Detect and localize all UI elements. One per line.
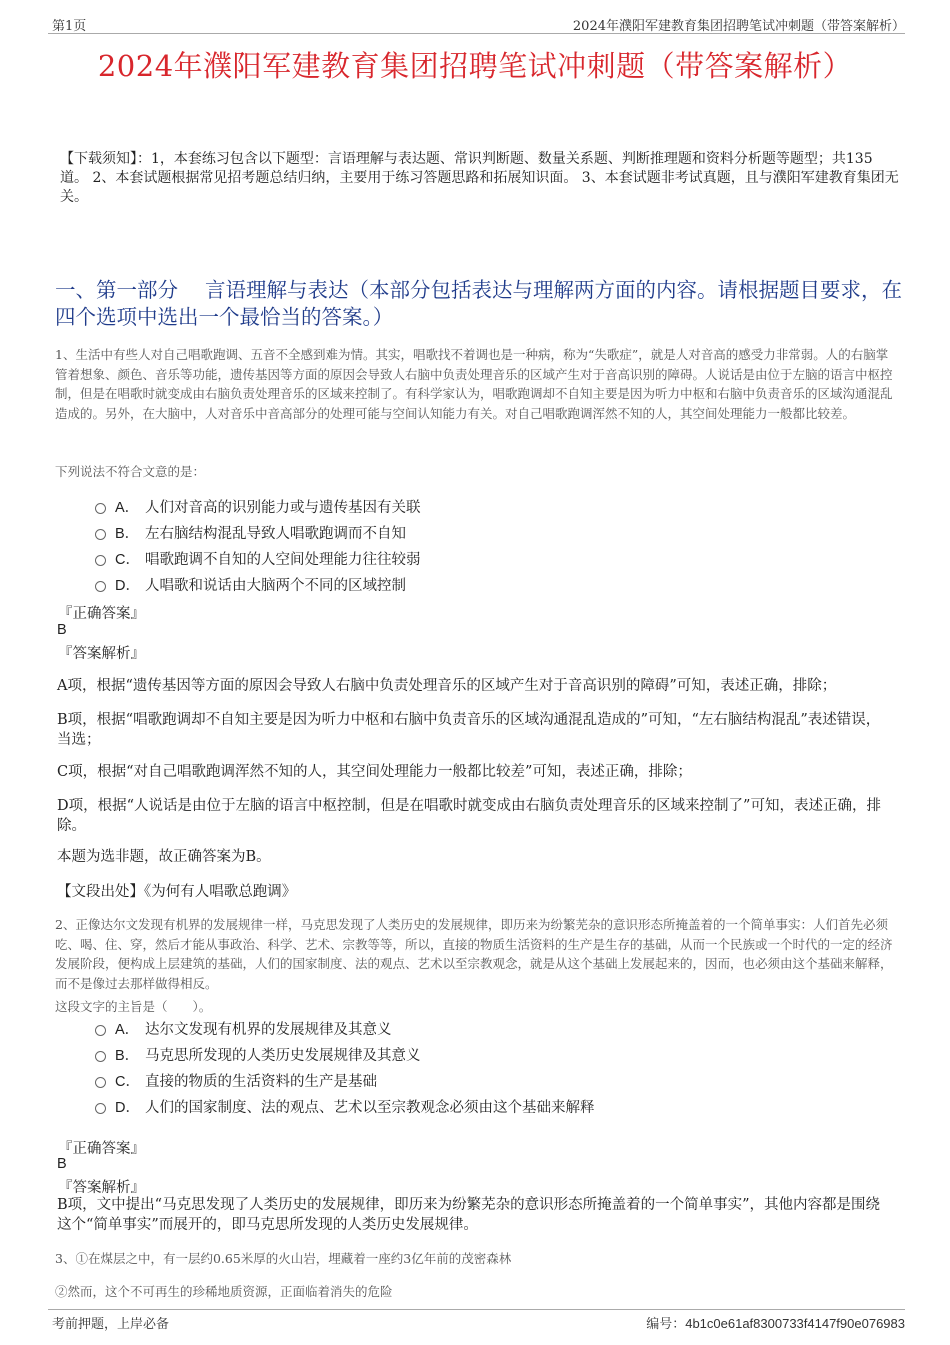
page-title: 2024年濮阳军建教育集团招聘笔试冲刺题（带答案解析）: [97, 49, 853, 83]
option-label: A．: [115, 1022, 140, 1038]
q1-source: 【文段出处】《为何有人唱歌总跑调》: [57, 884, 297, 900]
header-doc-title: 2024年濮阳军建教育集团招聘笔试冲刺题（带答案解析）: [572, 19, 905, 34]
q2-option-a[interactable]: [95, 1018, 392, 1039]
q2-option-b[interactable]: [95, 1044, 421, 1065]
q1-question: 下列说法不符合文意的是：: [55, 464, 206, 479]
radio-icon[interactable]: [95, 1051, 106, 1062]
option-text: 左右脑结构混乱导致人唱歌跑调而不自知: [145, 526, 406, 542]
q2-answer: B: [57, 1156, 67, 1172]
option-label: A．: [115, 500, 140, 516]
q2-analysis-tag: 『答案解析』: [58, 1180, 145, 1196]
footer-divider: [48, 1309, 905, 1310]
option-label: C．: [115, 552, 140, 568]
q1-analysis-b: B项，根据“唱歌跑调却不自知主要是因为听力中枢和右脑中负责音乐的区域沟通混乱造成的”可知，“左右脑结构混乱”表述错误，当选；: [57, 712, 881, 748]
q1-analysis-a: A项，根据“遗传基因等方面的原因会导致人右脑中负责处理音乐的区域产生对于音高识别的障碍”可知，表述正确，排除；: [57, 678, 837, 694]
download-notice: 【下载须知】：1，本套练习包含以下题型：言语理解与表达题、常识判断题、数量关系题、判断推理题和资料分析题等题型；共135道。 2、本套试题根据常见招考题总结归纳，主要用于练习答题思路和拓展知识面。 3、本套试题非考试真题，且与濮阳军建教育集团无关。: [60, 151, 899, 205]
radio-icon[interactable]: [95, 555, 106, 566]
option-label: C．: [115, 1074, 140, 1090]
option-label: B．: [115, 526, 140, 542]
q1-passage: 1、生活中有些人对自己唱歌跑调、五音不全感到难为情。其实，唱歌找不着调也是一种病，称为“失歌症”，就是人对音高的感受力非常弱。人的右脑掌管着想象、颜色、音乐等功能，遗传基因等方面的原因会导致人右脑中负责处理音乐的区域产生对于音高识别的障碍。人说话是由位于左脑的语言中枢控制，但是在唱歌时就变成由右脑负责处理音乐的区域来控制了。有科学家认为，唱歌跑调却不自知主要是因为听力中枢和右脑中负责音乐的区域沟通混乱造成的。另外，在大脑中，人对音乐中音高部分的处理可能与空间认知能力有关。对自己唱歌跑调浑然不知的人，其空间处理能力一般都比较差。: [55, 347, 893, 421]
q1-option-a[interactable]: [95, 496, 421, 517]
header-divider: [48, 33, 905, 34]
footer-code-label: 编号：: [646, 1317, 686, 1332]
footer-code: [646, 1313, 905, 1332]
q2-answer-tag: 『正确答案』: [58, 1141, 145, 1157]
q2-option-d[interactable]: [95, 1096, 595, 1117]
radio-icon[interactable]: [95, 1025, 106, 1036]
section-heading: 一、第一部分 言语理解与表达（本部分包括表达与理解两方面的内容。请根据题目要求，在四个选项中选出一个最恰当的答案。）: [55, 278, 903, 329]
option-label: D．: [115, 578, 140, 594]
q1-option-d[interactable]: [95, 574, 406, 595]
radio-icon[interactable]: [95, 1103, 106, 1114]
q1-analysis-d: D项，根据“人说话是由位于左脑的语言中枢控制，但是在唱歌时就变成由右脑负责处理音乐的区域来控制了”可知，表述正确，排除。: [57, 798, 881, 834]
radio-icon[interactable]: [95, 581, 106, 592]
footer-code-value: 4b1c0e61af8300733f4147f90e076983: [685, 1316, 905, 1331]
q1-option-c[interactable]: [95, 548, 421, 569]
option-text: 直接的物质的生活资料的生产是基础: [145, 1074, 377, 1090]
q2-analysis: B项，文中提出“马克思发现了人类历史的发展规律，即历来为纷繁芜杂的意识形态所掩盖着的一个简单事实”，其他内容都是围绕这个“简单事实”而展开的，即马克思所发现的人类历史发展规律。: [57, 1197, 880, 1233]
option-text: 唱歌跑调不自知的人空间处理能力往往较弱: [145, 552, 421, 568]
option-label: D．: [115, 1100, 140, 1116]
option-text: 人们的国家制度、法的观点、艺术以至宗教观念必须由这个基础来解释: [145, 1100, 595, 1116]
q1-analysis-c: C项，根据“对自己唱歌跑调浑然不知的人，其空间处理能力一般都比较差”可知，表述正确，排除；: [57, 764, 692, 780]
page-number: 第1页: [52, 19, 87, 34]
option-text: 马克思所发现的人类历史发展规律及其意义: [145, 1048, 421, 1064]
q2-question: 这段文字的主旨是（ ）。: [55, 999, 212, 1014]
option-text: 达尔文发现有机界的发展规律及其意义: [145, 1022, 392, 1038]
q3-line-2: ②然而，这个不可再生的珍稀地质资源，正面临着消失的危险: [55, 1284, 393, 1299]
radio-icon[interactable]: [95, 503, 106, 514]
q1-analysis-tag: 『答案解析』: [58, 646, 145, 662]
q1-answer: B: [57, 622, 67, 638]
option-label: B．: [115, 1048, 140, 1064]
q3-line-1: 3、①在煤层之中，有一层约0.65米厚的火山岩，埋藏着一座约3亿年前的茂密森林: [55, 1251, 512, 1266]
option-text: 人唱歌和说话由大脑两个不同的区域控制: [145, 578, 406, 594]
footer-slogan: 考前押题，上岸必备: [52, 1317, 170, 1332]
q1-option-b[interactable]: [95, 522, 406, 543]
option-text: 人们对音高的识别能力或与遗传基因有关联: [145, 500, 421, 516]
q1-conclusion: 本题为选非题，故正确答案为B。: [57, 849, 271, 865]
radio-icon[interactable]: [95, 1077, 106, 1088]
q2-option-c[interactable]: [95, 1070, 377, 1091]
radio-icon[interactable]: [95, 529, 106, 540]
q2-passage: 2、正像达尔文发现有机界的发展规律一样，马克思发现了人类历史的发展规律，即历来为纷繁芜杂的意识形态所掩盖着的一个简单事实：人们首先必须吃、喝、住、穿，然后才能从事政治、科学、艺术、宗教等等，所以，直接的物质生活资料的生产是生存的基础，从而一个民族或一个时代的一定的经济发展阶段，便构成上层建筑的基础，人们的国家制度、法的观点、艺术以至宗教观念，就是从这个基础上发展起来的，因而，也必须由这个基础来解释，而不是像过去那样做得相反。: [55, 917, 893, 991]
q1-answer-tag: 『正确答案』: [58, 606, 145, 622]
